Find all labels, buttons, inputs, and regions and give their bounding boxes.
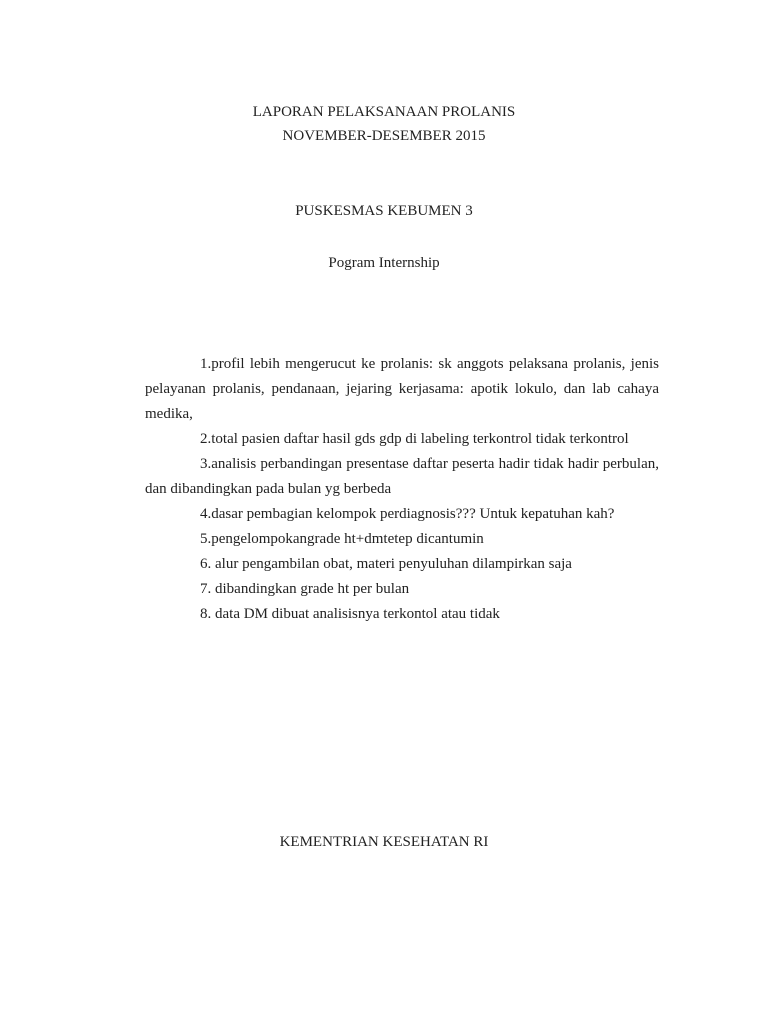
- list-item: 6. alur pengambilan obat, materi penyuluhan dilampirkan saja: [200, 556, 572, 572]
- title-line-1: LAPORAN PELAKSANAAN PROLANIS: [252, 104, 516, 120]
- institution-name: PUSKESMAS KEBUMEN 3: [295, 203, 473, 219]
- list-item: 2.total pasien daftar hasil gds gdp di labeling terkontrol tidak terkontrol: [200, 431, 629, 447]
- list-item: 7. dibandingkan grade ht per bulan: [200, 581, 410, 597]
- list-item: 8. data DM dibuat analisisnya terkontol atau tidak: [200, 606, 500, 622]
- list-item: 5.pengelompokangrade ht+dmtetep dicantumin: [200, 531, 484, 547]
- list-item: 1.profil lebih mengerucut ke prolanis: sk anggots pelaksana prolanis, jenis pelayanan prolanis, pendanaan, jejaring kerjasama: apotik lokulo, dan lab cahaya medika,: [145, 356, 659, 422]
- notes-list: [145, 352, 659, 627]
- list-item: 4.dasar pembagian kelompok perdiagnosis??? Untuk kepatuhan kah?: [200, 506, 615, 522]
- list-item: 3.analisis perbandingan presentase daftar peserta hadir tidak hadir perbulan, dan dibandingkan pada bulan yg berbeda: [145, 456, 659, 497]
- title-line-2: NOVEMBER-DESEMBER 2015: [282, 128, 486, 144]
- footer-ministry: KEMENTRIAN KESEHATAN RI: [279, 834, 489, 850]
- program-name: Pogram Internship: [328, 255, 440, 271]
